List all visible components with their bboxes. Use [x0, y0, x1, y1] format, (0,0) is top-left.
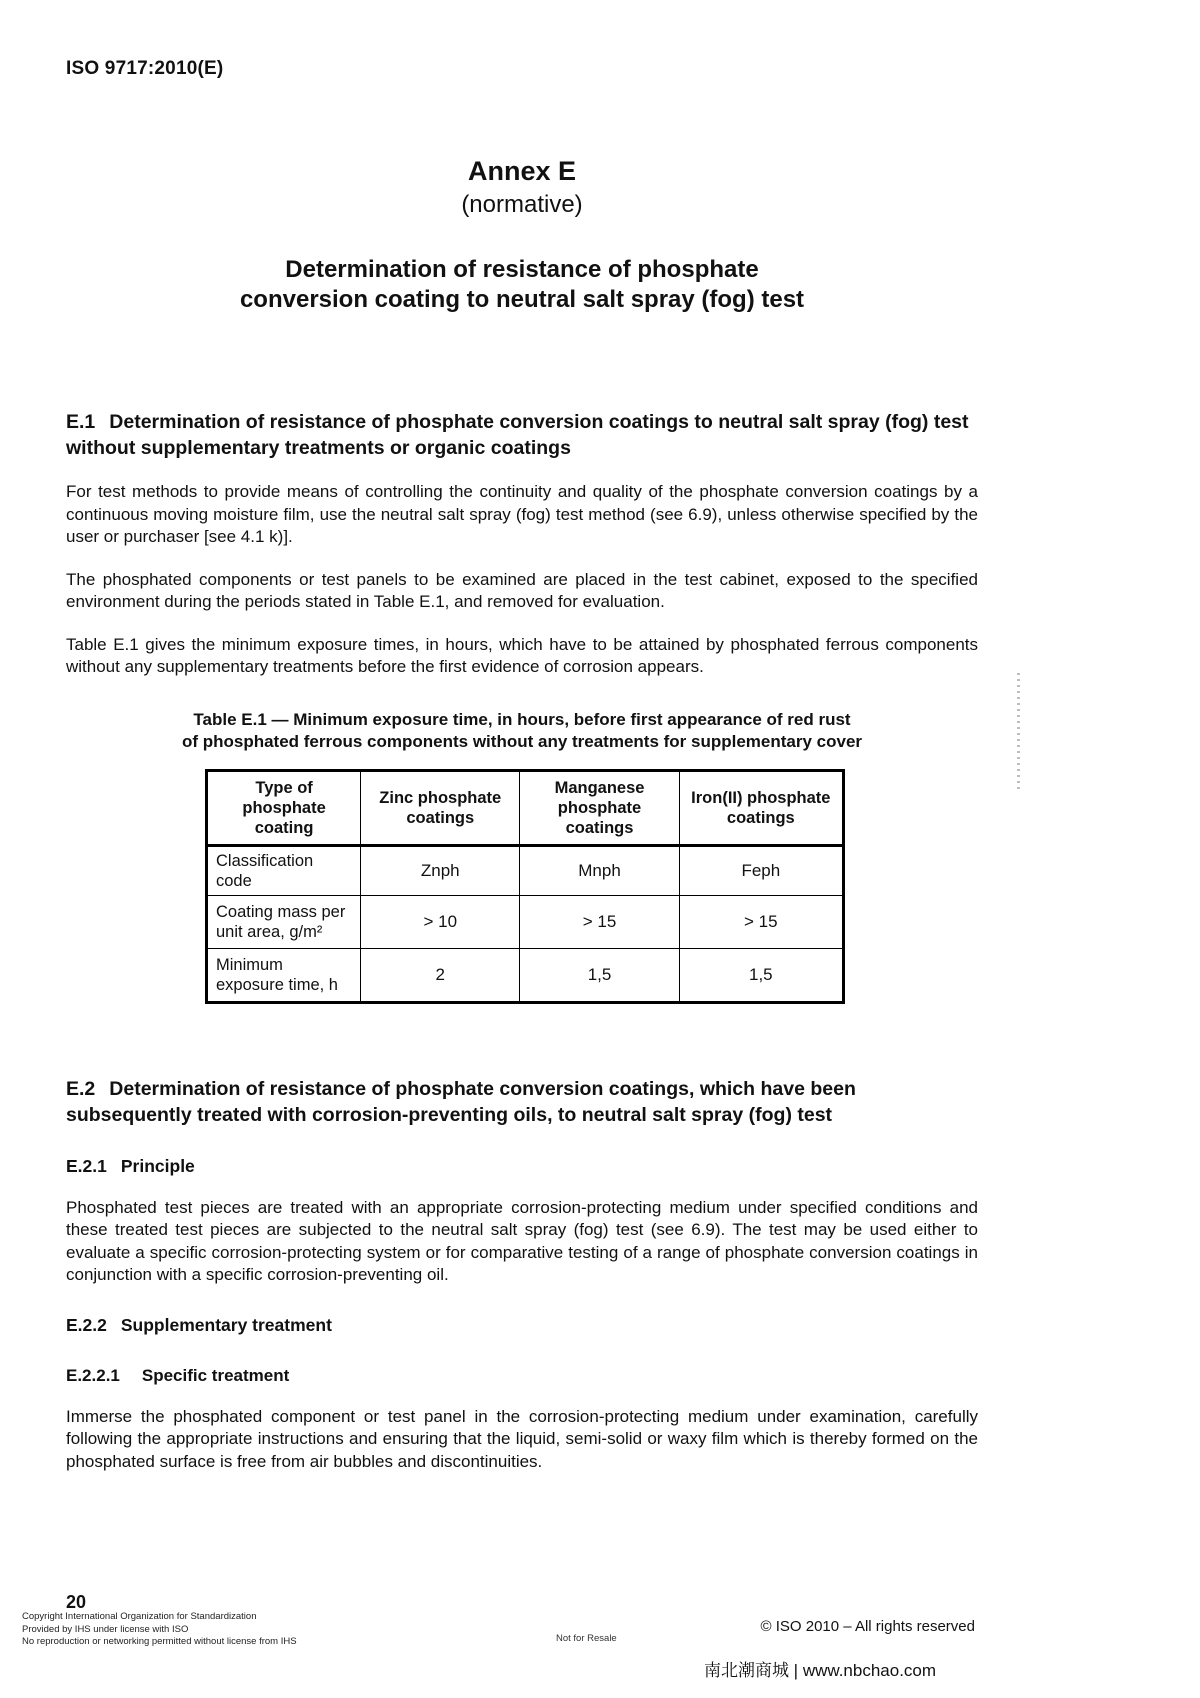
footer-copyright-line2: Provided by IHS under license with ISO [22, 1623, 189, 1635]
section-e22-title: Supplementary treatment [120, 1314, 332, 1335]
table-e1-caption-line2: of phosphated ferrous components without any treatments for supplementary cover [181, 731, 863, 751]
document-reference: ISO 9717:2010(E) [66, 58, 224, 79]
footer-copyright-line1: Copyright International Organization for Standardization [22, 1611, 257, 1622]
exposure-table [205, 769, 845, 1004]
section-e21-paragraph: Phosphated test pieces are treated with an appropriate corrosion-protecting medium under specified conditions and these treated test pieces are subjected to the neutral salt spray (fog) test (see 6.9). The test may be used either to evaluate a specific corrosion-protecting system or for comparative testing of a range of phosphate conversion coatings in conjunction with a specific corrosion-preventing oil. [66, 1197, 978, 1284]
cell-time-iron: 1,5 [679, 948, 843, 1002]
section-e221-number: E.2.2.1 [66, 1365, 120, 1385]
table-row [207, 895, 844, 948]
footer-copyright-line3: No reproduction or networking permitted without license from IHS [22, 1636, 297, 1647]
section-e1-number: E.1 [66, 411, 96, 433]
section-e1-title: Determination of resistance of phosphate conversion coatings to neutral salt spray (fog) test without supplementary treatments or organic coatings [66, 411, 969, 459]
table-row [207, 845, 844, 895]
section-e1-paragraph-2: The phosphated components or test panels to be examined are placed in the test cabinet, exposed to the specified environment during the periods stated in Table E.1, and removed for evaluation. [66, 569, 978, 611]
column-header-iron: Iron(II) phosphate coatings [679, 770, 843, 845]
annex-normative-label: (normative) [461, 191, 583, 218]
section-e221-paragraph: Immerse the phosphated component or test panel in the corrosion-protecting medium under examination, carefully following the appropriate instructions and ensuring that the liquid, semi-solid or waxy film which is thereby formed on the phosphated surface is free from air bubbles and discontinuities. [66, 1406, 978, 1471]
section-e1-heading [66, 409, 978, 461]
section-e21-title: Principle [120, 1155, 195, 1176]
row-label-coating-mass: Coating mass per unit area, g/m² [207, 895, 361, 948]
section-e221-heading [66, 1366, 978, 1386]
section-e21-number: E.2.1 [66, 1155, 107, 1176]
column-header-manganese: Manganese phosphate coatings [520, 770, 679, 845]
cell-mass-zinc: > 10 [361, 895, 520, 948]
cell-mass-manganese: > 15 [520, 895, 679, 948]
section-e221-title: Specific treatment [141, 1365, 290, 1385]
cell-time-manganese: 1,5 [520, 948, 679, 1002]
table-row [207, 948, 844, 1002]
cell-classification-zinc: Znph [361, 845, 520, 895]
footer-not-for-resale: Not for Resale [556, 1633, 617, 1644]
section-e2-title: Determination of resistance of phosphate conversion coatings, which have been subsequently treated with corrosion-preventing oils, to neutral salt spray (fog) test [66, 1077, 856, 1126]
footer-watermark-site: 南北潮商城 | www.nbchao.com [703, 1661, 937, 1680]
cell-classification-iron: Feph [679, 845, 843, 895]
page-body [66, 0, 978, 1490]
cell-classification-manganese: Mnph [520, 845, 679, 895]
section-e1-paragraph-1: For test methods to provide means of controlling the continuity and quality of the phosphate conversion coatings by a continuous moving moisture film, use the neutral salt spray (fog) test method (see 6.9), unless otherwise specified by the user or purchaser [see 4.1 k)]. [66, 482, 978, 546]
document-title [66, 255, 978, 315]
row-label-classification: Classification code [207, 845, 361, 895]
document-title-line2: conversion coating to neutral salt spray (fog) test [239, 286, 805, 313]
column-header-zinc: Zinc phosphate coatings [361, 770, 520, 845]
section-e22-heading [66, 1315, 978, 1336]
footer-copyright-block [22, 1611, 297, 1649]
annex-title: Annex E [467, 156, 577, 186]
section-e1-paragraph-3: Table E.1 gives the minimum exposure times, in hours, which have to be attained by phosphated ferrous components without any supplementary treatments before the first evidence of corrosion appears. [66, 634, 978, 676]
footer-iso-copyright: © ISO 2010 – All rights reserved [760, 1618, 975, 1635]
margin-watermark-dots [1017, 673, 1020, 793]
table-e1-caption-line1: Table E.1 — Minimum exposure time, in hours, before first appearance of red rust [193, 709, 851, 729]
page-number: 20 [66, 1592, 87, 1612]
table-header-row [207, 770, 844, 845]
section-e2-number: E.2 [66, 1077, 96, 1100]
section-e2-heading [66, 1076, 978, 1128]
cell-time-zinc: 2 [361, 948, 520, 1002]
column-header-type: Type of phosphate coating [207, 770, 361, 845]
row-label-exposure-time: Minimum exposure time, h [207, 948, 361, 1002]
cell-mass-iron: > 15 [679, 895, 843, 948]
section-e21-heading [66, 1156, 978, 1177]
section-e22-number: E.2.2 [66, 1314, 107, 1335]
document-title-line1: Determination of resistance of phosphate [285, 256, 759, 283]
table-e1-caption [66, 709, 978, 753]
